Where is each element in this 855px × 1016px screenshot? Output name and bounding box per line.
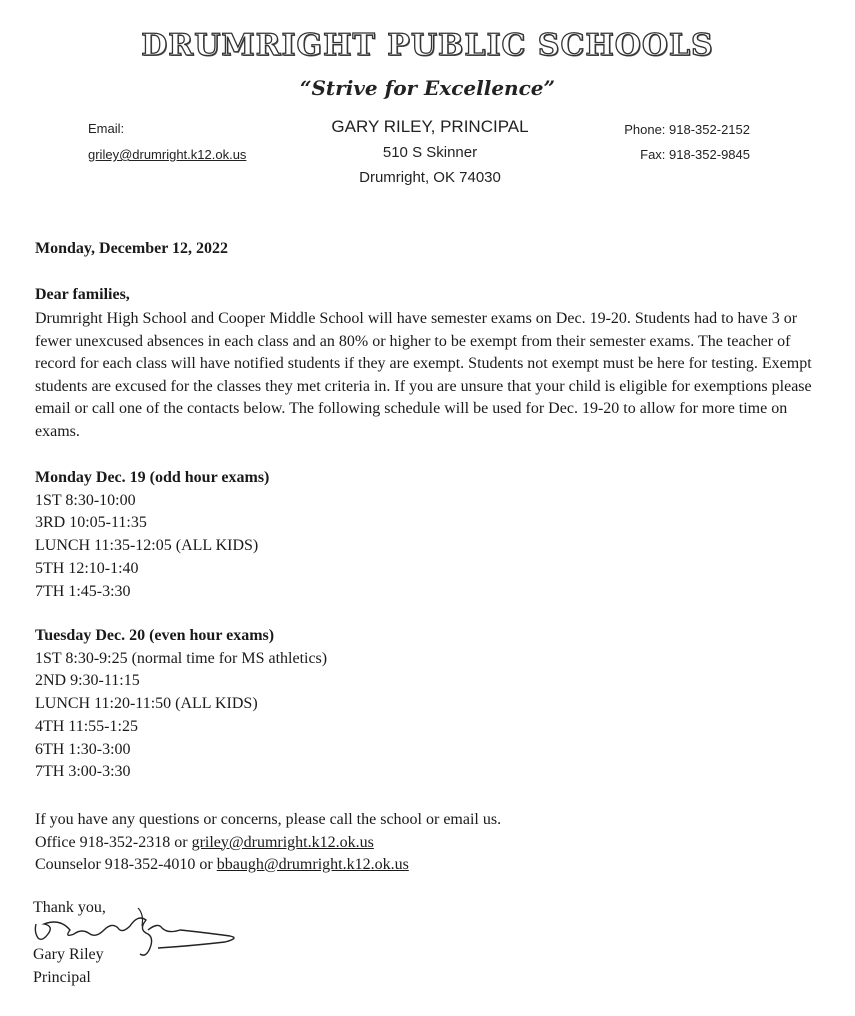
- letter-date: Monday, December 12, 2022: [35, 240, 229, 257]
- schedule-row: LUNCH 11:20-11:50 (ALL KIDS): [35, 695, 258, 713]
- contact-block: [35, 809, 501, 877]
- office-phone-text: Office 918-352-2318 or: [35, 833, 192, 851]
- salutation: Dear families,: [35, 286, 130, 303]
- email-label: Email:: [88, 121, 125, 136]
- schedule-row: 3RD 10:05-11:35: [35, 514, 147, 532]
- counselor-contact: [35, 854, 501, 877]
- schedule-row: LUNCH 11:35-12:05 (ALL KIDS): [35, 537, 259, 555]
- counselor-email-link[interactable]: bbaugh@drumright.k12.ok.us: [216, 856, 409, 873]
- contact-intro: If you have any questions or concerns, please call the school or email us.: [35, 811, 502, 828]
- schedule-row: 5TH 12:10-1:40: [35, 559, 139, 577]
- office-contact: [35, 832, 501, 855]
- signer-title: Principal: [33, 968, 91, 986]
- schedule-row: 6TH 1:30-3:00: [35, 740, 131, 758]
- address-line-2: Drumright, OK 74030: [359, 169, 501, 186]
- signer-block: [33, 944, 104, 989]
- principal-name: GARY RILEY, PRINCIPAL: [331, 117, 529, 136]
- schedule-row: 1ST 8:30-9:25 (normal time for MS athletics): [35, 649, 328, 667]
- office-email-link[interactable]: griley@drumright.k12.ok.us: [191, 833, 374, 851]
- schedule-row: 4TH 11:55-1:25: [35, 717, 138, 735]
- address-line-1: 510 S Skinner: [382, 144, 478, 161]
- header-email-link[interactable]: griley@drumright.k12.ok.us: [88, 147, 247, 162]
- fax-number: Fax: 918-352-9845: [640, 147, 750, 162]
- schedule-row: 1ST 8:30-10:00: [35, 491, 136, 509]
- schedule-title: Monday Dec. 19 (odd hour exams): [35, 469, 270, 486]
- schedule-monday: [35, 467, 269, 603]
- closing-thanks: Thank you,: [33, 899, 106, 916]
- signer-name: Gary Riley: [33, 946, 104, 963]
- phone-number: Phone: 918-352-2152: [624, 122, 750, 137]
- schedule-tuesday: [35, 625, 327, 784]
- schedule-row: 7TH 1:45-3:30: [35, 582, 131, 600]
- schedule-row: 7TH 3:00-3:30: [35, 763, 131, 781]
- schedule-title: Tuesday Dec. 20 (even hour exams): [35, 627, 275, 644]
- school-name: DRUMRIGHT PUBLIC SCHOOLS: [141, 28, 714, 63]
- school-motto: “Strive for Excellence”: [299, 76, 555, 100]
- schedule-row: 2ND 9:30-11:15: [35, 672, 140, 690]
- counselor-phone-text: Counselor 918-352-4010 or: [35, 856, 217, 873]
- letter-body: Drumright High School and Cooper Middle School will have semester exams on Dec. 19-20. Students had to have 3 or fewer unexcused absences in each class and an 80% or higher to be exempt from their semester exams. The teacher of record for each class will have notified students if they are exempt. Students not exempt must be here for testing. Exempt students are excused for the classes they met criteria in. If you are unsure that your child is eligible for exemptions please email or call one of the contacts below. The following schedule will be used for Dec. 19-20 to allow for more time on exams.: [35, 310, 812, 440]
